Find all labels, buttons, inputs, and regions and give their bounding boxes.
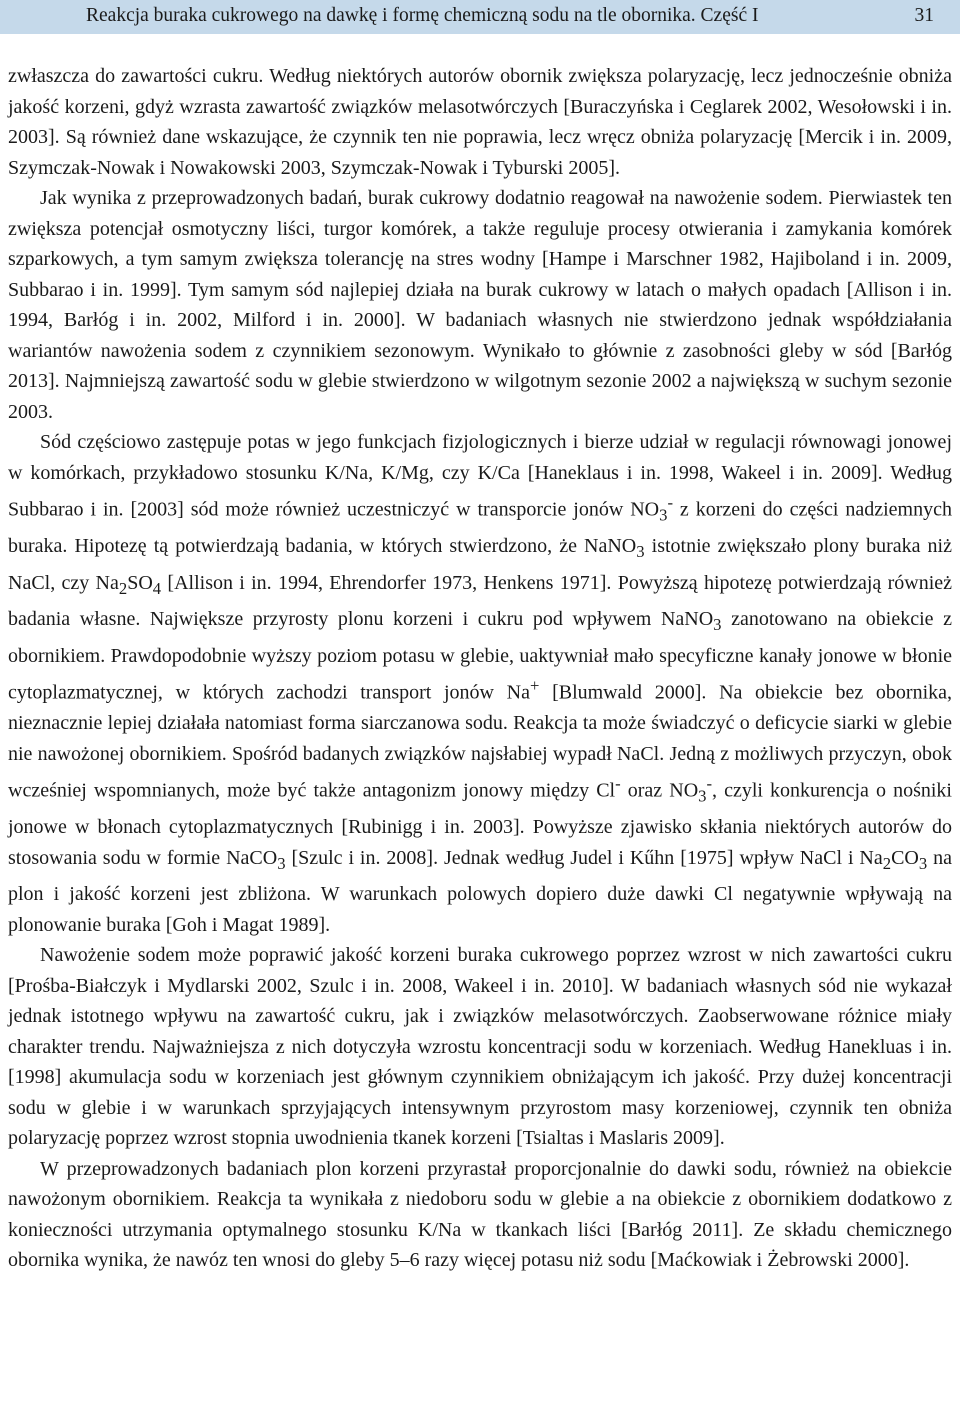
paragraph-3: Sód częściowo zastępuje potas w jego funkcjach fizjologicznych i bierze udział w regulacji równowagi jonowej w komórkach, przykładowo stosunku K/Na, K/Mg, czy K/Ca [Haneklaus i in. 1998, Wakeel i in. 2009]. Według Subbarao i in. [2003] sód może również uczestniczyć w transporcie jonów $NO_3^-$ z korzeni do części nadziemnych buraka. Hipotezę tą potwierdzają badania, w których stwierdzono, że NaNO$_3$ istotnie zwiększało plony buraka niż NaCl, czy $Na_2SO_4$ [Allison i in. 1994, Ehrendorfer 1973, Henkens 1971]. Powyższą hipotezę potwierdzają również badania własne. Największe przyrosty plonu korzeni i cukru pod wpływem NaNO$_3$ zanotowano na obiekcie z obornikiem. Prawdopodobnie wyższy poziom potasu w glebie, uaktywniał mało specyficzne kanały jonowe w błonie cytoplazmatycznej, w których zachodzi transport jonów Na+ [Blumwald 2000]. Na obiekcie bez obornika, nieznacznie lepiej działała natomiast forma siarczanowa sodu. Reakcja ta może świadczyć o deficycie siarki w glebie nie nawożonej obornikiem. Spośród badanych związków najsłabiej wypadł NaCl. Jedną z możliwych przyczyn, obok wcześniej wspomnianych, może być także antagonizm jonowy między Cl- oraz $NO_3^-$, czyli konkurencja o nośniki jonowe w błonach cytoplazmatycznych [Rubinigg i in. 2003]. Powyższe zjawisko skłania niektórych autorów do stosowania sodu w formie NaCO$_3$ [Szulc i in. 2008]. Jednak według Judel i Kűhn [1975] wpływ NaCl i $Na_2CO_3$ na plon i jakość korzeni jest zbliżona. W warunkach polowych dopiero duże dawki Cl negatywnie wpływają na plonowanie buraka [Goh i Magat 1989]. [8, 431, 953, 936]
page-number: 31 [914, 5, 934, 26]
body-text [8, 61, 952, 1276]
paragraph-2: Jak wynika z przeprowadzonych badań, burak cukrowy dodatnio reagował na nawożenie sodem. Pierwiastek ten zwiększa potencjał osmotyczny liści, turgor komórek, a także reguluje procesy otwierania i zamykania komórek szparkowych, a tym samym zwiększa tolerancję na stres wodny [Hampe i Marschner 1982, Hajiboland i in. 2009, Subbarao i in. 1999]. Tym samym sód najlepiej działa na burak cukrowy w latach o małych opadach [Allison i in. 1994, Barłóg i in. 2002, Milford i in. 2000]. W badaniach własnych nie stwierdzono jednak współdziałania wariantów nawożenia sodem z czynnikiem sezonowym. Wynikało to głównie z zasobności gleby w sód [Barłóg 2013]. Najmniejszą zawartość sodu w glebie stwierdzono w wilgotnym sezonie 2002 a największą w suchym sezonie 2003. [8, 187, 952, 423]
running-header [0, 0, 960, 34]
header-title: Reakcja buraka cukrowego na dawkę i formę chemiczną sodu na tle obornika. Część I [86, 5, 759, 26]
paragraph-4: Nawożenie sodem może poprawić jakość korzeni buraka cukrowego poprzez wzrost w nich zawartości cukru [Prośba-Białczyk i Mydlarski 2002, Szulc i in. 2008, Wakeel i in. 2010]. W badaniach własnych sód nie wykazał jednak istotnego wpływu na zawartość cukru, jak i związków melasotwórczych. Zaobserwowane różnice miały charakter trendu. Najważniejsza z nich dotyczyła wzrostu koncentracji sodu w korzeniach. Według Hanekluas i in. [1998] akumulacja sodu w korzeniach jest głównym czynnikiem obniżającym ich jakość. Przy dużej koncentracji sodu w glebie i w warunkach sprzyjających intensywnym przyrostom masy korzeniowej, czynnik ten obniża polaryzację poprzez wzrost stopnia uwodnienia tkanek korzeni [Tsialtas i Maslaris 2009]. [8, 944, 952, 1150]
paragraph-1: zwłaszcza do zawartości cukru. Według niektórych autorów obornik zwiększa polaryzację, lecz jednocześnie obniża jakość korzeni, gdyż wzrasta zawartość związków melasotwórczych [Buraczyńska i Ceglarek 2002, Wesołowski i in. 2003]. Są również dane wskazujące, że czynnik ten nie poprawia, lecz wręcz obniża polaryzację [Mercik i in. 2009, Szymczak-Nowak i Nowakowski 2003, Szymczak-Nowak i Tyburski 2005]. [8, 65, 952, 179]
paragraph-5: W przeprowadzonych badaniach plon korzeni przyrastał proporcjonalnie do dawki sodu, również na obiekcie nawożonym obornikiem. Reakcja ta wynikała z niedoboru sodu w glebie a na obiekcie z obornikiem dodatkowo z konieczności utrzymania optymalnego stosunku K/Na w tkankach liści [Barłóg 2011]. Ze składu chemicznego obornika wynika, że nawóz ten wnosi do gleby 5–6 razy więcej potasu niż sodu [Maćkowiak i Żebrowski 2000]. [8, 1157, 952, 1272]
